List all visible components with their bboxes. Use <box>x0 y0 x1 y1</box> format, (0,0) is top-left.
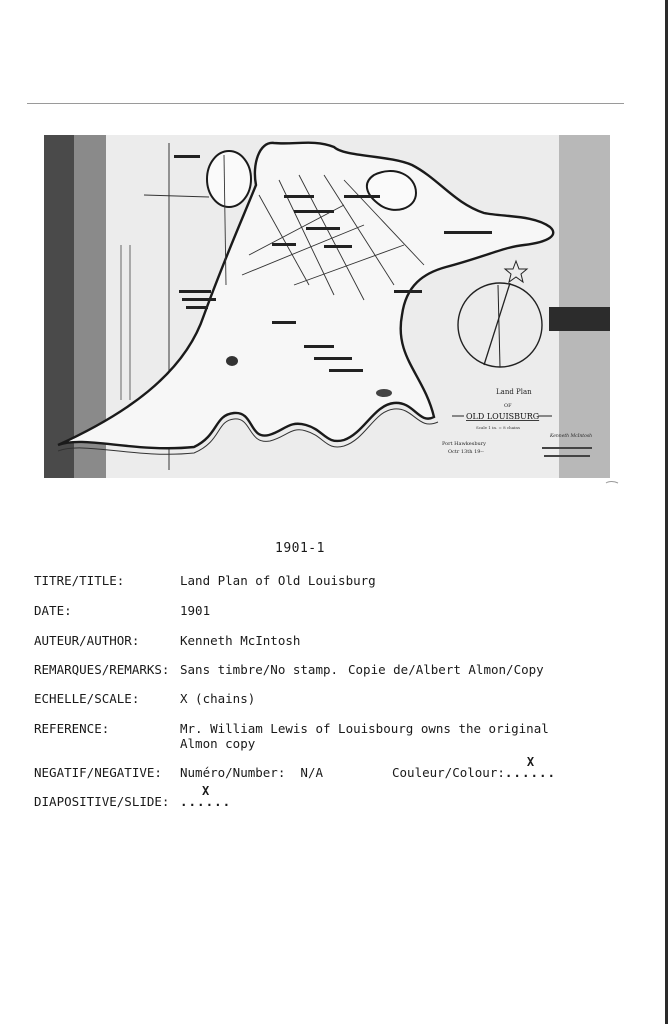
reference-line2: Almon copy <box>180 736 256 751</box>
negative-number-label: Numéro/Number: <box>180 765 286 780</box>
reference-label: REFERENCE: <box>34 721 110 736</box>
negative-label: NEGATIF/NEGATIVE: <box>34 765 162 780</box>
colour-dots: ...... <box>504 765 557 780</box>
scale-label: ECHELLE/SCALE: <box>34 691 140 706</box>
map-signature: Kenneth McIntosh <box>550 434 593 439</box>
remarks-value: Sans timbre/No stamp. <box>180 662 339 677</box>
negative-colour <box>392 755 557 780</box>
remarks-copy-note: Copie de/Albert Almon/Copy <box>348 662 544 677</box>
negative-number-value: N/A <box>300 765 323 780</box>
colour-x-mark: X <box>526 755 535 769</box>
colour-mark <box>504 755 557 780</box>
map-cartouche-of: OF <box>504 403 512 409</box>
slide-dots: ...... <box>180 794 232 809</box>
map-scale-note: Scale 1 in. = 8 chains <box>476 425 521 430</box>
map-date: Octr 13th 19-- <box>448 449 484 455</box>
map-place: Port Hawkesbury <box>442 441 486 447</box>
date-label: DATE: <box>34 603 72 618</box>
title-label: TITRE/TITLE: <box>34 573 125 588</box>
title-value: Land Plan of Old Louisburg <box>180 573 376 588</box>
map-cartouche-main: OLD LOUISBURG <box>466 412 540 421</box>
colour-label: Couleur/Colour: <box>392 765 505 780</box>
map-photograph <box>44 135 610 478</box>
author-value: Kenneth McIntosh <box>180 633 301 648</box>
remarks-label: REMARQUES/REMARKS: <box>34 662 170 677</box>
reference-line1: Mr. William Lewis of Louisbourg owns the original <box>180 721 549 736</box>
scan-speck <box>605 480 619 485</box>
slide-mark <box>180 784 232 809</box>
top-divider <box>27 103 624 104</box>
slide-x-mark: X <box>201 784 210 798</box>
map-cartouche-title: Land Plan <box>496 388 532 396</box>
author-label: AUTEUR/AUTHOR: <box>34 633 140 648</box>
map-image <box>44 135 610 478</box>
slide-mark-wrap <box>180 784 232 809</box>
slide-label: DIAPOSITIVE/SLIDE: <box>34 794 170 809</box>
negative-number <box>180 765 323 780</box>
scale-value: X (chains) <box>180 691 256 706</box>
catalog-number: 1901-1 <box>275 541 325 556</box>
date-value: 1901 <box>180 603 211 618</box>
